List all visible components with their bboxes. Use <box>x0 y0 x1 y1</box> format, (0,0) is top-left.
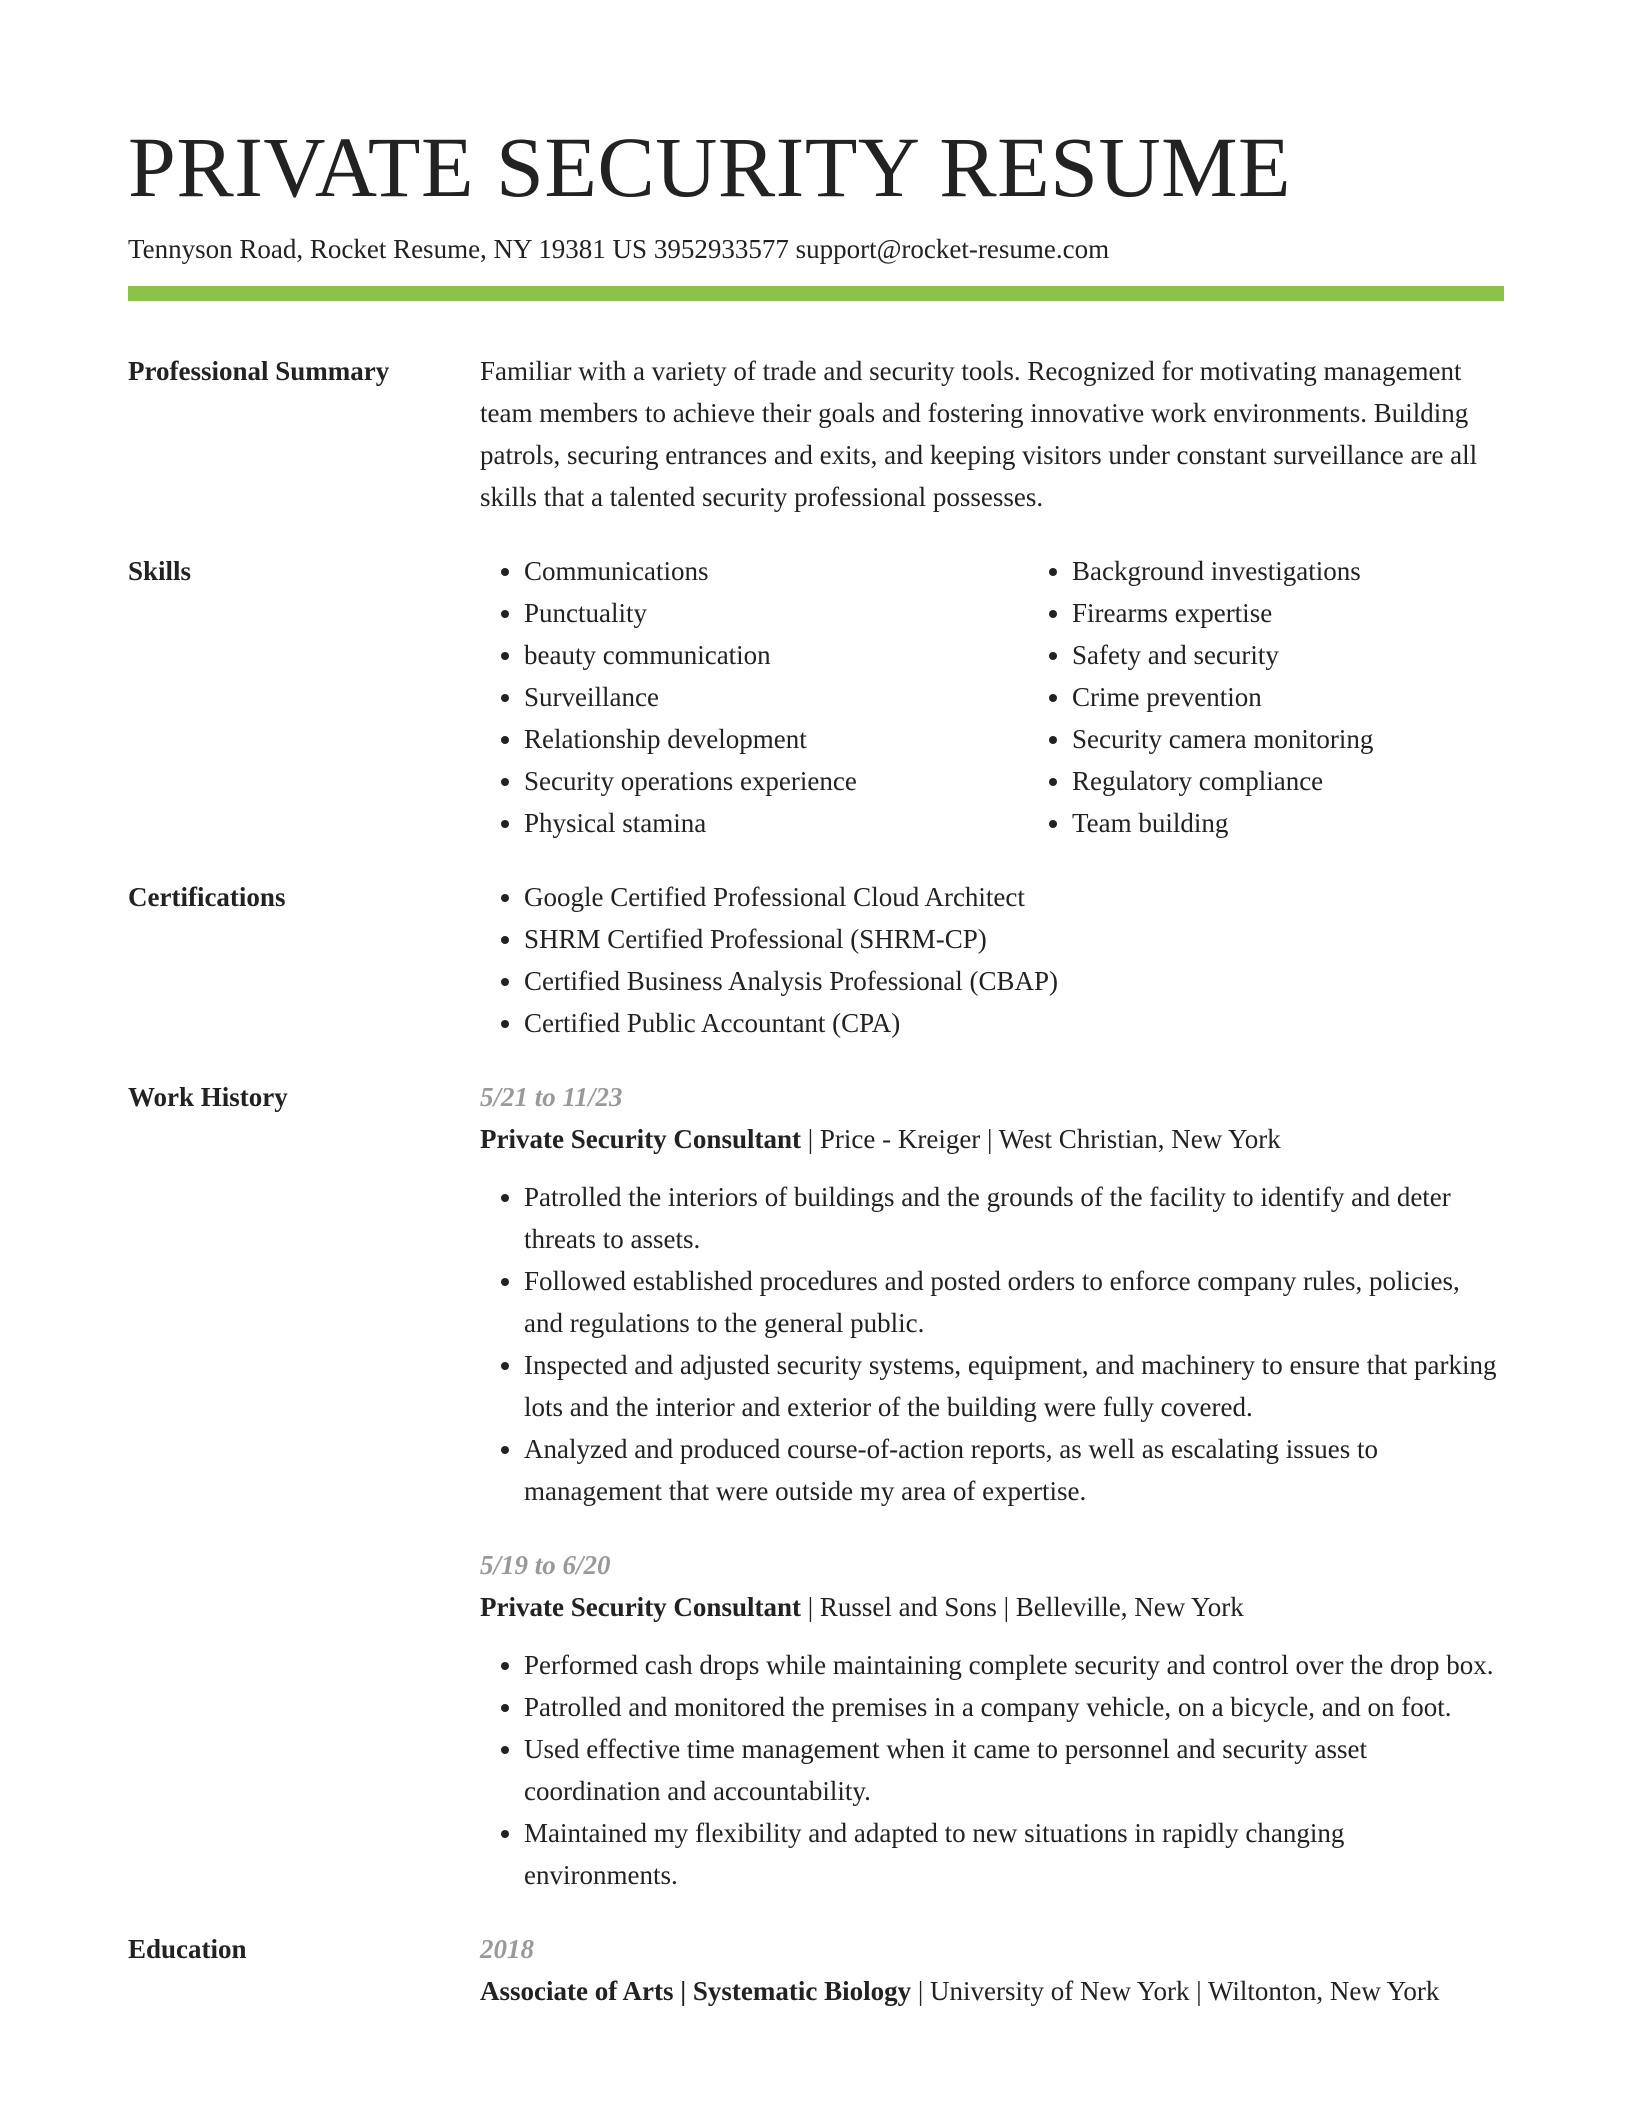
education-line <box>480 1970 1504 2012</box>
list-item: • Safety and security <box>1072 634 1576 676</box>
list-item: • Patrolled the interiors of buildings and the grounds of the facility to identify and deter threats to assets. <box>524 1176 1504 1260</box>
list-item: • Physical stamina <box>524 802 1028 844</box>
list-item: • Security camera monitoring <box>1072 718 1576 760</box>
job-bullets <box>480 1176 1504 1512</box>
resume-content <box>128 350 1504 2044</box>
list-item: • Certified Business Analysis Professional (CBAP) <box>524 960 1504 1002</box>
education-year: 2018 <box>480 1934 534 1964</box>
list-item: • Punctuality <box>524 592 1028 634</box>
list-item: • Regulatory compliance <box>1072 760 1576 802</box>
list-item: • Relationship development <box>524 718 1028 760</box>
list-item: • Followed established procedures and posted orders to enforce company rules, policies, and regulations to the general public. <box>524 1260 1504 1344</box>
accent-divider <box>128 286 1504 301</box>
summary-section <box>128 350 1504 518</box>
work-history-section <box>128 1076 1504 1896</box>
certifications-section <box>128 876 1504 1044</box>
list-item: • Team building <box>1072 802 1576 844</box>
job-entry <box>480 1076 1504 1512</box>
list-item: • Crime prevention <box>1072 676 1576 718</box>
certifications-list <box>480 876 1504 1044</box>
section-label: Education <box>128 1934 247 1964</box>
list-item: • Analyzed and produced course-of-action reports, as well as escalating issues to management that were outside my area of expertise. <box>524 1428 1504 1512</box>
section-label: Skills <box>128 556 192 586</box>
education-details: | University of New York | Wiltonton, New York <box>911 1976 1440 2006</box>
list-item: • Background investigations <box>1072 550 1576 592</box>
education-degree: Associate of Arts | Systematic Biology <box>480 1976 912 2006</box>
section-label: Certifications <box>128 882 286 912</box>
job-dates: 5/21 to 11/23 <box>480 1082 623 1112</box>
resume-title: PRIVATE SECURITY RESUME <box>128 119 1292 215</box>
job-details: | Price - Kreiger | West Christian, New York <box>800 1124 1281 1154</box>
section-label: Work History <box>128 1082 288 1112</box>
job-bullets <box>480 1644 1504 1896</box>
job-title-line <box>480 1586 1504 1628</box>
job-dates: 5/19 to 6/20 <box>480 1550 611 1580</box>
job-entry <box>480 1544 1504 1896</box>
summary-text: Familiar with a variety of trade and security tools. Recognized for motivating management team members to achieve their goals and fostering innovative work environments. Building patrols, securing entrances and exits, and keeping visitors under constant surveillance are all skills that a talented security professional possesses. <box>480 356 1478 512</box>
list-item: • Performed cash drops while maintaining complete security and control over the drop box. <box>524 1644 1504 1686</box>
education-section <box>128 1928 1504 2012</box>
list-item: • Patrolled and monitored the premises in a company vehicle, on a bicycle, and on foot. <box>524 1686 1504 1728</box>
skills-list <box>480 550 1028 844</box>
list-item: • Firearms expertise <box>1072 592 1576 634</box>
list-item: • Inspected and adjusted security systems, equipment, and machinery to ensure that parking lots and the interior and exterior of the building were fully covered. <box>524 1344 1504 1428</box>
skills-list <box>1028 550 1576 844</box>
skills-section <box>128 550 1504 844</box>
list-item: • Surveillance <box>524 676 1028 718</box>
job-title: Private Security Consultant <box>480 1592 801 1622</box>
list-item: • Communications <box>524 550 1028 592</box>
job-details: | Russel and Sons | Belleville, New York <box>800 1592 1244 1622</box>
list-item: • SHRM Certified Professional (SHRM-CP) <box>524 918 1504 960</box>
list-item: • Used effective time management when it came to personnel and security asset coordination and accountability. <box>524 1728 1504 1812</box>
list-item: • Security operations experience <box>524 760 1028 802</box>
job-title: Private Security Consultant <box>480 1124 801 1154</box>
list-item: • Certified Public Accountant (CPA) <box>524 1002 1504 1044</box>
contact-line: Tennyson Road, Rocket Resume, NY 19381 US 3952933577 support@rocket-resume.com <box>128 234 1110 264</box>
section-label: Professional Summary <box>128 356 390 386</box>
list-item: • beauty communication <box>524 634 1028 676</box>
job-title-line <box>480 1118 1504 1160</box>
list-item: • Maintained my flexibility and adapted to new situations in rapidly changing environments. <box>524 1812 1504 1896</box>
list-item: • Google Certified Professional Cloud Architect <box>524 876 1504 918</box>
